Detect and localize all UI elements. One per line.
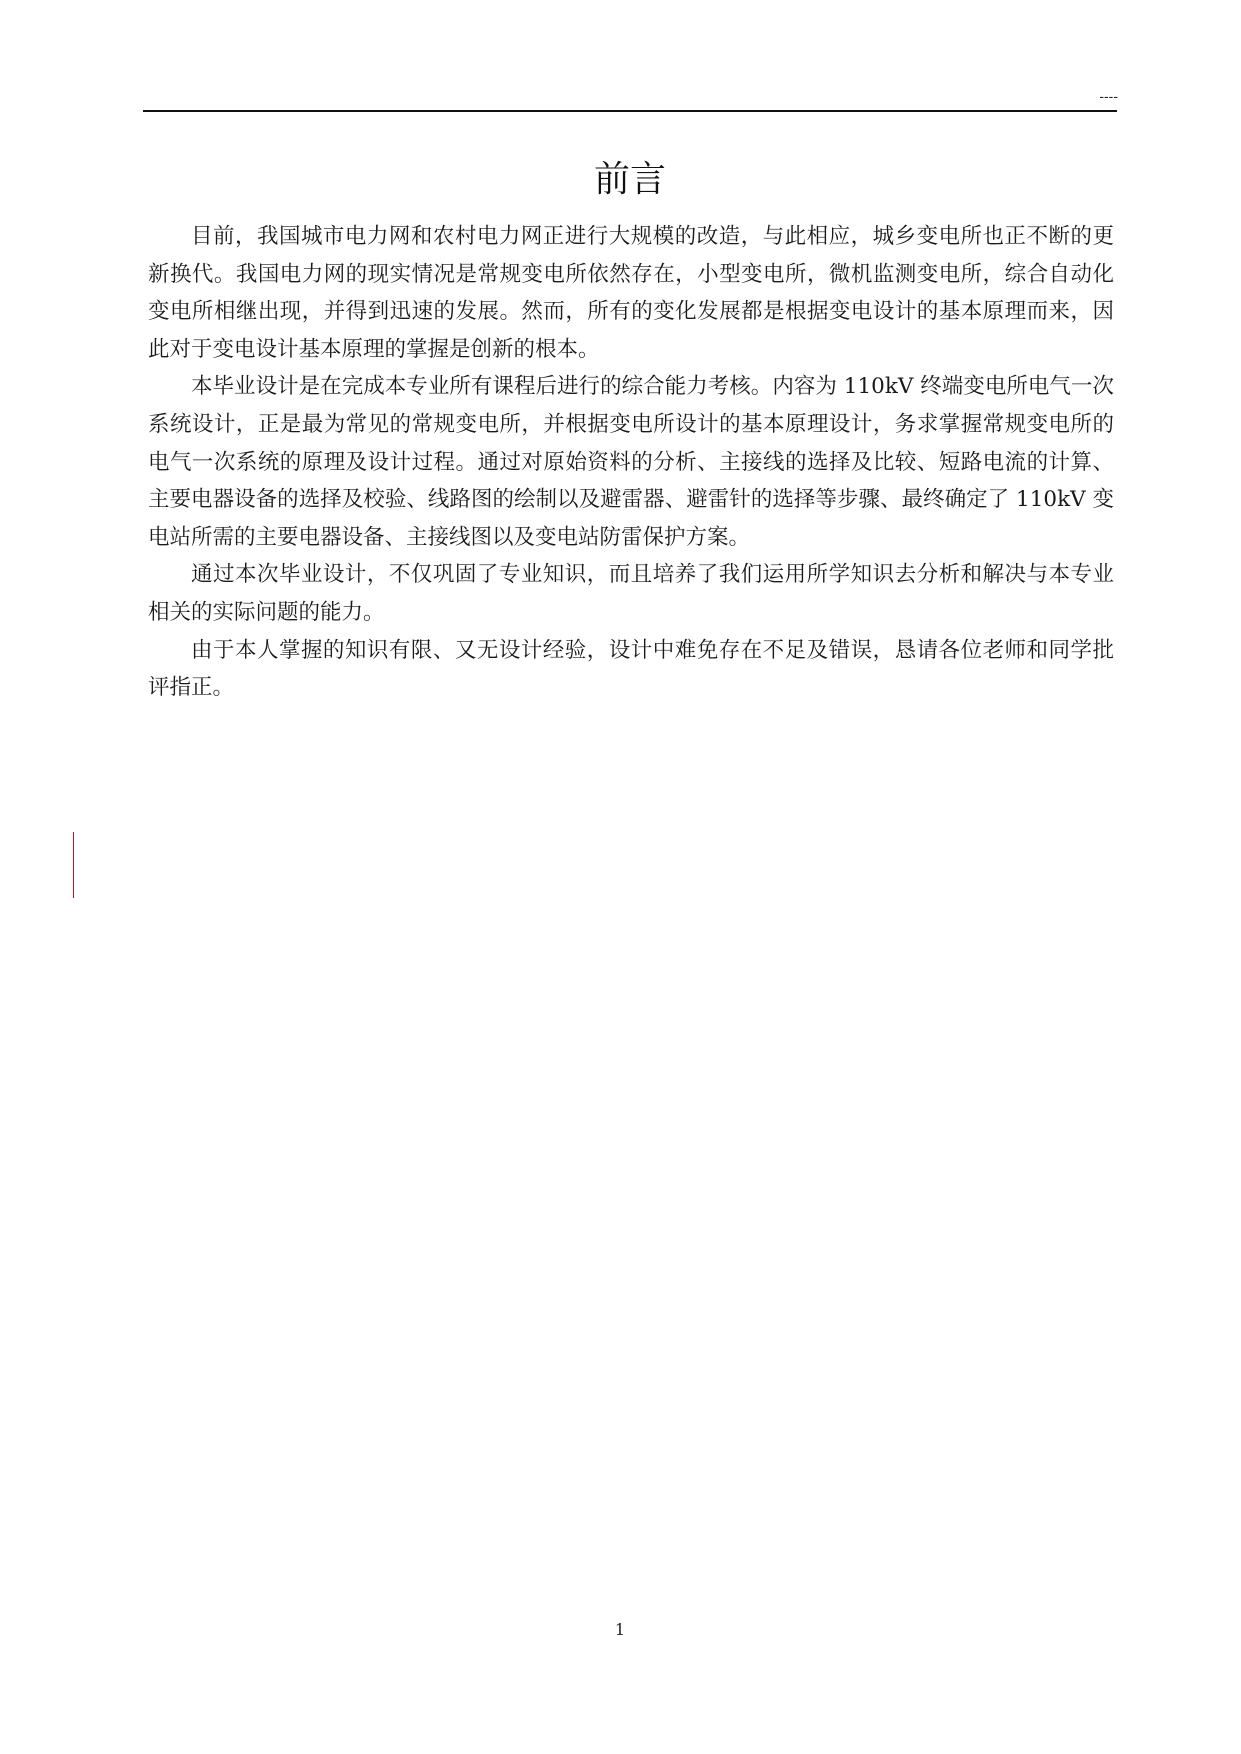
header-mark: ----: [1099, 88, 1118, 104]
page-title: 前言: [593, 159, 666, 200]
body-text: [148, 218, 1114, 707]
paragraph: 本毕业设计是在完成本专业所有课程后进行的综合能力考核。内容为 110kV 终端变电所电气一次系统设计，正是最为常见的常规变电所，并根据变电所设计的基本原理设计，务求掌握常规变电所的电气一次系统的原理及设计过程。通过对原始资料的分析、主接线的选择及比较、短路电流的计算、主要电器设备的选择及校验、线路图的绘制以及避雷器、避雷针的选择等步骤、最终确定了 110kV 变电站所需的主要电器设备、主接线图以及变电站防雷保护方案。: [148, 374, 1114, 550]
paragraph: 通过本次毕业设计，不仅巩固了专业知识，而且培养了我们运用所学知识去分析和解决与本专业相关的实际问题的能力。: [148, 562, 1114, 625]
margin-mark: [73, 832, 74, 898]
page-number: 1: [614, 1620, 626, 1639]
paragraph: 由于本人掌握的知识有限、又无设计经验，设计中难免存在不足及错误，恳请各位老师和同学批评指正。: [148, 637, 1114, 701]
paragraph: 目前，我国城市电力网和农村电力网正进行大规模的改造，与此相应，城乡变电所也正不断的更新换代。我国电力网的现实情况是常规变电所依然存在，小型变电所，微机监测变电所，综合自动化变电所相继出现，并得到迅速的发展。然而，所有的变化发展都是根据变电设计的基本原理而来，因此对于变电设计基本原理的掌握是创新的根本。: [148, 224, 1114, 362]
header-rule: [143, 110, 1117, 112]
